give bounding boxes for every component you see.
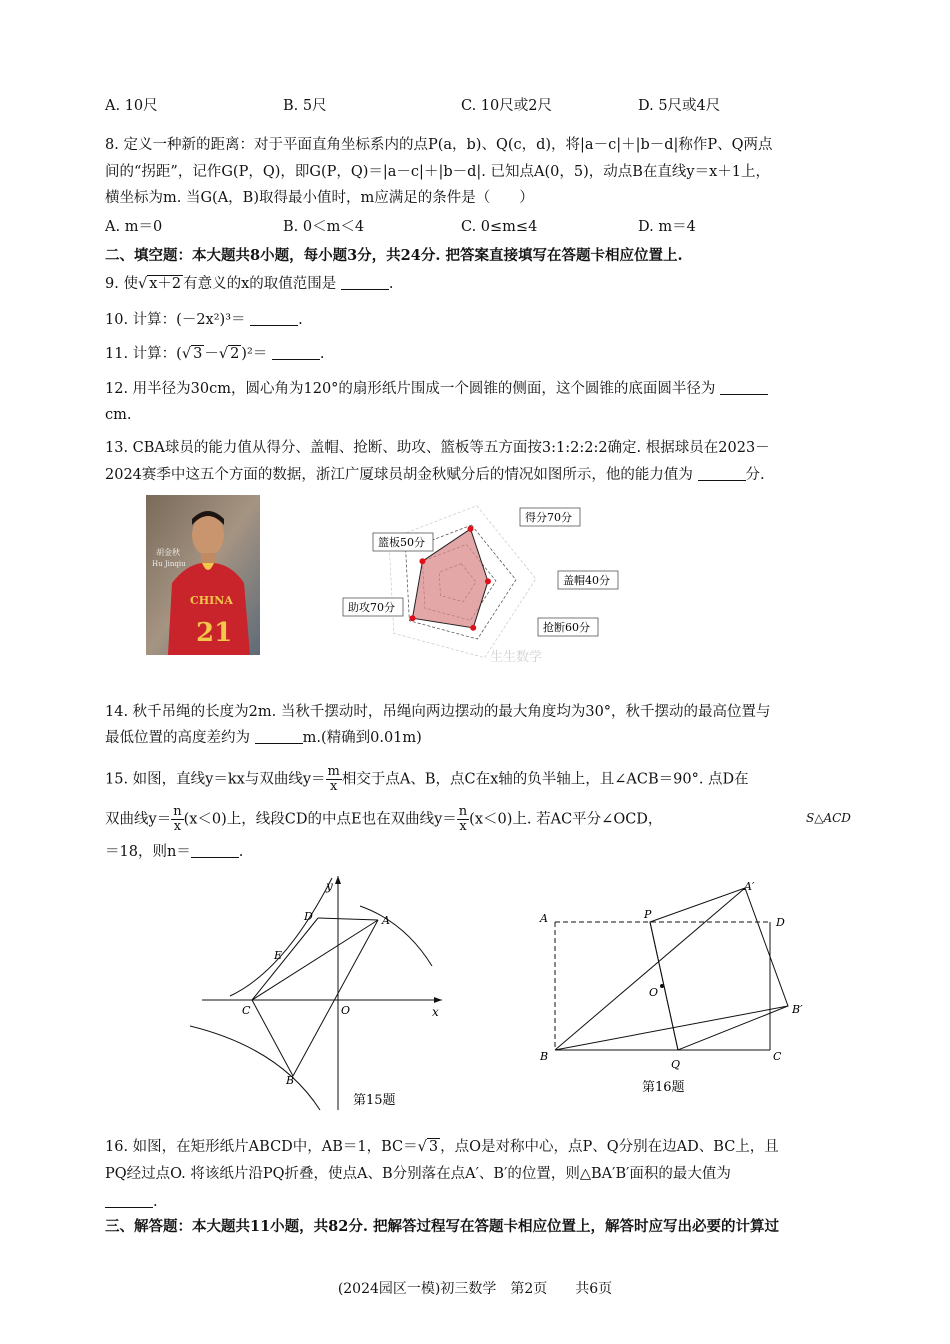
segment-bb-prime — [555, 1006, 788, 1050]
answer-blank — [272, 345, 320, 360]
label-p: P — [644, 908, 652, 921]
q15-text: 相交于点A、B，点C在x轴的负半轴上，且∠ACB＝90°. 点D在 — [341, 771, 749, 788]
radar-label: 助攻70分 — [348, 601, 395, 614]
answer-blank — [720, 380, 768, 395]
label-x: x — [432, 1005, 439, 1019]
q16-line-2: PQ经过点O. 将该纸片沿PQ折叠，使点A、B分别落在点A′、B′的位置，则△BA′B′面积的最大值为 — [105, 1166, 731, 1182]
label-b-prime: B′ — [792, 1003, 803, 1016]
q15-text: ＝18，则n＝ — [105, 844, 191, 860]
label-a: A — [540, 912, 548, 925]
q9-text-end: 有意义的x的取值范围是 — [183, 276, 337, 292]
numerator: m — [327, 764, 340, 779]
q15-text: (x＜0)上，线段CD的中点E也在双曲线y＝ — [183, 811, 457, 828]
radar-point — [485, 578, 491, 584]
hyperbola-m-branch-1 — [360, 906, 432, 966]
q8-line-2: 间的“拐距”，记作G(P，Q)，即G(P，Q)＝|a－c|＋|b－d|. 已知点A(0，5)，动点B在直线y＝x＋1上， — [105, 164, 770, 180]
q7-option-b: B. 5尺 — [283, 98, 327, 114]
watermark: 生生数学 — [490, 650, 543, 665]
hyperbola-m-branch-3 — [190, 1026, 320, 1110]
label-o: O — [649, 986, 659, 999]
denominator: x — [459, 819, 467, 834]
answer-blank — [105, 1193, 153, 1208]
figure-16-caption: 第16题 — [642, 1080, 685, 1095]
radar-label: 盖帽40分 — [563, 574, 610, 587]
x-axis-arrow — [434, 997, 442, 1003]
q13-line-2: 2024赛季中这五个方面的数据，浙江广厦球员胡金秋赋分后的情况如图所示，他的能力值为 — [105, 467, 693, 483]
q8-option-a: A. m＝0 — [105, 219, 163, 235]
fraction-m-over-x — [326, 765, 342, 794]
numerator: n — [173, 804, 182, 819]
segment-cb — [252, 1000, 293, 1076]
center-point-o — [660, 984, 664, 988]
folded-quad — [650, 888, 788, 1050]
figure-15 — [190, 870, 460, 1115]
numerator: n — [458, 804, 468, 819]
player-photo — [146, 495, 260, 655]
q12-line-1: 12. 用半径为30cm，圆心角为120°的扇形纸片围成一个圆锥的侧面，这个圆锥的底面圆半径为 — [105, 381, 716, 397]
q13-line-2-end: 分. — [745, 467, 765, 483]
label-e: E — [274, 949, 283, 962]
q15-text: 15. 如图，直线y＝kx与双曲线y＝ — [105, 771, 326, 788]
label-o: O — [341, 1004, 351, 1017]
q11-text: 11. 计算：( — [105, 346, 182, 362]
q15-text: (x＜0)上. 若AC平分∠OCD， — [469, 811, 663, 828]
q11-minus: － — [204, 346, 219, 362]
line-ab — [293, 920, 378, 1076]
question-12 — [105, 379, 850, 399]
segment-da — [318, 918, 378, 920]
section-3-title: 三、解答题：本大题共11小题，共82分. 把解答过程写在答题卡相应位置上，解答时应写出必要的计算过 — [105, 1218, 779, 1235]
q11-radicand-a: 3 — [193, 346, 203, 362]
label-b: B — [286, 1074, 295, 1087]
figure-15-caption: 第15题 — [353, 1093, 396, 1108]
label-d: D — [304, 910, 313, 923]
label-d: D — [776, 916, 785, 929]
figure-16 — [530, 870, 820, 1098]
label-c: C — [242, 1004, 251, 1017]
radar-point — [409, 615, 415, 621]
segment-cd — [252, 918, 318, 1000]
label-a: A — [382, 914, 390, 927]
q8-option-c: C. 0≤m≤4 — [461, 219, 538, 235]
q9-radicand: x＋2 — [149, 276, 182, 292]
q14-line-2-end: m.(精确到0.01m) — [302, 730, 422, 746]
page-footer: (2024园区一模)初三数学 第2页 共6页 — [337, 1281, 613, 1297]
question-13-line-2 — [105, 465, 850, 485]
photo-caption-en: Hu Jinqiu — [152, 560, 186, 568]
fraction-n-over-x — [457, 805, 469, 834]
q16-text: 16. 如图，在矩形纸片ABCD中，AB＝1，BC＝ — [105, 1139, 418, 1155]
hyperbola-n — [230, 878, 332, 996]
radar-point — [470, 625, 476, 631]
question-10: 10. 计算：(－2x²)³＝ . — [105, 312, 303, 328]
label-a-prime: A′ — [744, 880, 755, 893]
q11-radicand-b: 2 — [230, 346, 240, 362]
denominator: x — [330, 779, 338, 794]
segment-ca — [252, 920, 378, 1000]
label-y: y — [326, 879, 333, 893]
question-11: 11. 计算：(√ 3 －√ 2 )²＝ . — [105, 346, 325, 362]
radar-label: 得分70分 — [525, 511, 572, 524]
answer-blank — [191, 843, 239, 858]
q8-option-b: B. 0＜m＜4 — [283, 219, 365, 235]
jersey-number: 21 — [196, 618, 233, 648]
q7-option-a: A. 10尺 — [105, 98, 158, 114]
answer-blank — [255, 729, 303, 744]
label-b: B — [540, 1050, 549, 1063]
q16-radicand: 3 — [428, 1139, 439, 1155]
q15-text: 双曲线y＝ — [105, 811, 172, 828]
q14-line-1: 14. 秋千吊绳的长度为2m. 当秋千摆动时，吊绳向两边摆动的最大角度均为30°，秋千摆动的最高位置与 — [105, 704, 771, 720]
radar-chart — [330, 495, 650, 675]
answer-blank — [250, 311, 298, 326]
label-q: Q — [671, 1058, 681, 1071]
denominator: x — [173, 819, 182, 834]
q7-option-c: C. 10尺或2尺 — [461, 98, 552, 114]
q16-line-1: 16. 如图，在矩形纸片ABCD中，AB＝1，BC＝√ 3 ，点O是对称中心，点P、Q分别在边AD、BC上，且 — [105, 1139, 779, 1155]
q15-line-1 — [105, 765, 850, 794]
radar-label: 篮板50分 — [378, 536, 425, 549]
label-c: C — [773, 1050, 782, 1063]
question-14-line-2 — [105, 728, 850, 748]
q15-line-2 — [105, 805, 850, 834]
q16-text: ，点O是对称中心，点P、Q分别在边AD、BC上，且 — [440, 1139, 779, 1155]
jersey-text: CHINA — [190, 594, 233, 607]
q9-text: 9. 使 — [105, 276, 138, 292]
q11-text-end: )²＝ — [241, 346, 268, 362]
fraction-n-over-x — [171, 805, 183, 834]
q8-line-1: 8. 定义一种新的距离：对于平面直角坐标系内的点P(a，b)、Q(c，d)，将|a－c|＋|b－d|称作P、Q两点 — [105, 137, 773, 153]
answer-blank — [698, 466, 746, 481]
q8-line-3: 横坐标为m. 当G(A，B)取得最小值时，m应满足的条件是（ ） — [105, 190, 534, 206]
section-2-title: 二、填空题：本大题共8小题，每小题3分，共24分. 把答案直接填写在答题卡相应位置上. — [105, 247, 683, 264]
photo-caption-cn: 胡金秋 — [156, 548, 180, 557]
q8-option-d: D. m＝4 — [638, 219, 696, 235]
question-9: 9. 使√ x＋2 有意义的x的取值范围是 . — [105, 276, 394, 292]
q14-line-2: 最低位置的高度差约为 — [105, 730, 250, 746]
q15-line-3: ＝18，则n＝ . — [105, 844, 244, 860]
q7-option-d: D. 5尺或4尺 — [638, 98, 721, 114]
q12-line-2: cm. — [105, 407, 132, 423]
q15-area-symbol: S△ACD — [806, 811, 851, 825]
answer-blank — [341, 275, 389, 290]
q10-text: 10. 计算：(－2x²)³＝ — [105, 312, 246, 328]
radar-point — [467, 526, 473, 532]
radar-label: 抢断60分 — [543, 621, 590, 634]
q16-line-3: . — [105, 1192, 850, 1212]
radar-point — [419, 558, 425, 564]
y-axis-arrow — [335, 876, 341, 884]
q13-line-1: 13. CBA球员的能力值从得分、盖帽、抢断、助攻、篮板等五方面按3:1:2:2:2确定. 根据球员在2023－ — [105, 440, 770, 456]
